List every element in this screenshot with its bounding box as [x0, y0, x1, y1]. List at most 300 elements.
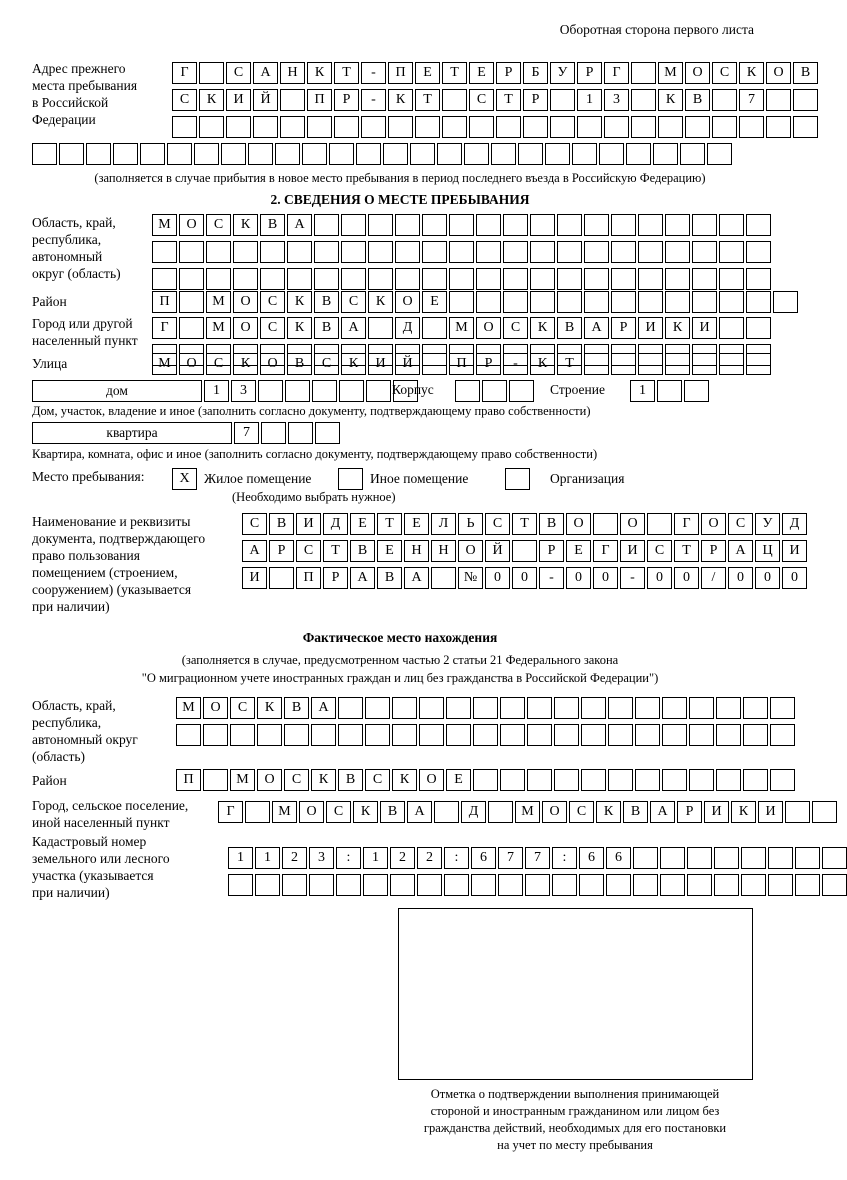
form-cell[interactable]: Г: [172, 62, 197, 84]
form-cell[interactable]: П: [152, 291, 177, 313]
form-cell[interactable]: [746, 317, 771, 339]
form-cell[interactable]: [339, 380, 364, 402]
form-cell[interactable]: [307, 116, 332, 138]
form-cell[interactable]: [314, 214, 339, 236]
form-cell[interactable]: [665, 291, 690, 313]
form-cell[interactable]: И: [226, 89, 251, 111]
form-cell[interactable]: К: [353, 801, 378, 823]
form-cell[interactable]: А: [407, 801, 432, 823]
form-cell[interactable]: [712, 116, 737, 138]
form-cell[interactable]: О: [476, 317, 501, 339]
form-cell[interactable]: [692, 268, 717, 290]
form-cell[interactable]: [611, 353, 636, 375]
form-cell[interactable]: С: [326, 801, 351, 823]
form-cell[interactable]: К: [341, 353, 366, 375]
form-cell[interactable]: В: [539, 513, 564, 535]
prev-address-row-4[interactable]: [32, 143, 732, 165]
form-cell[interactable]: [743, 724, 768, 746]
form-cell[interactable]: К: [257, 697, 282, 719]
form-cell[interactable]: [707, 143, 732, 165]
form-cell[interactable]: Ь: [458, 513, 483, 535]
form-cell[interactable]: М: [272, 801, 297, 823]
form-cell[interactable]: А: [404, 567, 429, 589]
form-cell[interactable]: №: [458, 567, 483, 589]
form-cell[interactable]: -: [361, 89, 386, 111]
form-cell[interactable]: 7: [234, 422, 259, 444]
region-row-3[interactable]: [152, 268, 771, 290]
form-cell[interactable]: [687, 874, 712, 896]
form-cell[interactable]: [395, 268, 420, 290]
form-cell[interactable]: [59, 143, 84, 165]
form-cell[interactable]: Г: [604, 62, 629, 84]
form-cell[interactable]: О: [203, 697, 228, 719]
form-cell[interactable]: [633, 847, 658, 869]
form-cell[interactable]: [302, 143, 327, 165]
form-cell[interactable]: [719, 241, 744, 263]
form-cell[interactable]: [395, 214, 420, 236]
form-cell[interactable]: 3: [309, 847, 334, 869]
form-cell[interactable]: О: [257, 769, 282, 791]
form-cell[interactable]: [444, 874, 469, 896]
form-cell[interactable]: [361, 116, 386, 138]
form-cell[interactable]: 1: [577, 89, 602, 111]
form-cell[interactable]: [32, 143, 57, 165]
form-cell[interactable]: К: [311, 769, 336, 791]
form-cell[interactable]: [315, 422, 340, 444]
form-cell[interactable]: -: [503, 353, 528, 375]
form-cell[interactable]: [392, 724, 417, 746]
form-cell[interactable]: Р: [523, 89, 548, 111]
form-cell[interactable]: [530, 268, 555, 290]
form-cell[interactable]: [662, 724, 687, 746]
form-cell[interactable]: [557, 291, 582, 313]
form-cell[interactable]: :: [336, 847, 361, 869]
form-cell[interactable]: [329, 143, 354, 165]
form-cell[interactable]: [550, 116, 575, 138]
form-cell[interactable]: [491, 143, 516, 165]
form-cell[interactable]: [770, 724, 795, 746]
form-cell[interactable]: [716, 697, 741, 719]
form-cell[interactable]: Б: [523, 62, 548, 84]
form-cell[interactable]: [261, 422, 286, 444]
form-cell[interactable]: [525, 874, 550, 896]
form-cell[interactable]: М: [206, 317, 231, 339]
form-cell[interactable]: М: [206, 291, 231, 313]
form-cell[interactable]: [608, 769, 633, 791]
form-cell[interactable]: [527, 724, 552, 746]
form-cell[interactable]: [638, 353, 663, 375]
form-cell[interactable]: [446, 697, 471, 719]
form-cell[interactable]: [665, 353, 690, 375]
form-cell[interactable]: [768, 847, 793, 869]
form-cell[interactable]: [743, 697, 768, 719]
form-cell[interactable]: Г: [218, 801, 243, 823]
form-cell[interactable]: [552, 874, 577, 896]
form-cell[interactable]: [770, 769, 795, 791]
form-cell[interactable]: М: [449, 317, 474, 339]
stamp-box[interactable]: [398, 908, 753, 1080]
form-cell[interactable]: К: [287, 317, 312, 339]
form-cell[interactable]: [638, 268, 663, 290]
form-cell[interactable]: [476, 291, 501, 313]
form-cell[interactable]: [473, 724, 498, 746]
form-cell[interactable]: [442, 89, 467, 111]
form-cell[interactable]: К: [287, 291, 312, 313]
form-cell[interactable]: [793, 116, 818, 138]
form-cell[interactable]: Т: [323, 540, 348, 562]
form-cell[interactable]: [746, 214, 771, 236]
form-cell[interactable]: [773, 291, 798, 313]
form-cell[interactable]: К: [368, 291, 393, 313]
form-cell[interactable]: [822, 874, 847, 896]
form-cell[interactable]: Д: [461, 801, 486, 823]
form-cell[interactable]: [167, 143, 192, 165]
form-cell[interactable]: 0: [647, 567, 672, 589]
form-cell[interactable]: [437, 143, 462, 165]
form-cell[interactable]: В: [793, 62, 818, 84]
form-cell[interactable]: [368, 317, 393, 339]
form-cell[interactable]: [719, 317, 744, 339]
form-cell[interactable]: [635, 697, 660, 719]
form-cell[interactable]: О: [458, 540, 483, 562]
form-cell[interactable]: 0: [674, 567, 699, 589]
form-cell[interactable]: [647, 513, 672, 535]
form-cell[interactable]: С: [365, 769, 390, 791]
form-cell[interactable]: [584, 241, 609, 263]
form-cell[interactable]: [719, 268, 744, 290]
form-cell[interactable]: [512, 540, 537, 562]
form-cell[interactable]: [288, 422, 313, 444]
form-cell[interactable]: Г: [152, 317, 177, 339]
document-row-2[interactable]: [242, 540, 807, 562]
form-cell[interactable]: [285, 380, 310, 402]
form-cell[interactable]: [206, 241, 231, 263]
form-cell[interactable]: [275, 143, 300, 165]
form-cell[interactable]: [545, 143, 570, 165]
actual-region-row-2[interactable]: [176, 724, 795, 746]
form-cell[interactable]: [593, 513, 618, 535]
form-cell[interactable]: -: [361, 62, 386, 84]
form-cell[interactable]: Д: [782, 513, 807, 535]
form-cell[interactable]: 6: [471, 847, 496, 869]
form-cell[interactable]: [442, 116, 467, 138]
form-cell[interactable]: И: [692, 317, 717, 339]
form-cell[interactable]: [611, 268, 636, 290]
form-cell[interactable]: [766, 116, 791, 138]
form-cell[interactable]: В: [314, 317, 339, 339]
form-cell[interactable]: [176, 724, 201, 746]
form-cell[interactable]: В: [260, 214, 285, 236]
form-cell[interactable]: О: [233, 317, 258, 339]
form-cell[interactable]: И: [620, 540, 645, 562]
form-cell[interactable]: Е: [350, 513, 375, 535]
prev-address-row-3[interactable]: [172, 116, 818, 138]
form-cell[interactable]: Т: [442, 62, 467, 84]
form-cell[interactable]: [449, 291, 474, 313]
form-cell[interactable]: [417, 874, 442, 896]
form-cell[interactable]: [419, 724, 444, 746]
form-cell[interactable]: [255, 874, 280, 896]
form-cell[interactable]: А: [287, 214, 312, 236]
form-cell[interactable]: [500, 724, 525, 746]
form-cell[interactable]: С: [469, 89, 494, 111]
actual-city-row[interactable]: [218, 801, 837, 823]
form-cell[interactable]: [550, 89, 575, 111]
form-cell[interactable]: [611, 291, 636, 313]
form-cell[interactable]: [287, 268, 312, 290]
form-cell[interactable]: О: [395, 291, 420, 313]
form-cell[interactable]: [503, 268, 528, 290]
form-cell[interactable]: Е: [446, 769, 471, 791]
form-cell[interactable]: [719, 291, 744, 313]
form-cell[interactable]: А: [650, 801, 675, 823]
form-cell[interactable]: [812, 801, 837, 823]
form-cell[interactable]: [455, 380, 480, 402]
form-cell[interactable]: Т: [334, 62, 359, 84]
place-type-option-3-checkbox[interactable]: [505, 468, 530, 490]
form-cell[interactable]: [746, 353, 771, 375]
form-cell[interactable]: [311, 724, 336, 746]
form-cell[interactable]: В: [314, 291, 339, 313]
form-cell[interactable]: [338, 724, 363, 746]
form-cell[interactable]: Р: [496, 62, 521, 84]
form-cell[interactable]: О: [179, 214, 204, 236]
form-cell[interactable]: [768, 874, 793, 896]
prev-address-row-1[interactable]: [172, 62, 818, 84]
form-cell[interactable]: [496, 116, 521, 138]
form-cell[interactable]: Е: [469, 62, 494, 84]
form-cell[interactable]: Г: [674, 513, 699, 535]
form-cell[interactable]: [140, 143, 165, 165]
form-cell[interactable]: [368, 241, 393, 263]
form-cell[interactable]: Д: [323, 513, 348, 535]
form-cell[interactable]: [685, 116, 710, 138]
form-cell[interactable]: [503, 241, 528, 263]
form-cell[interactable]: С: [230, 697, 255, 719]
form-cell[interactable]: [410, 143, 435, 165]
form-cell[interactable]: [422, 353, 447, 375]
form-cell[interactable]: [503, 291, 528, 313]
form-cell[interactable]: В: [338, 769, 363, 791]
form-cell[interactable]: :: [552, 847, 577, 869]
form-cell[interactable]: [366, 380, 391, 402]
form-cell[interactable]: [179, 268, 204, 290]
form-cell[interactable]: [422, 317, 447, 339]
form-cell[interactable]: [523, 116, 548, 138]
form-cell[interactable]: В: [380, 801, 405, 823]
form-cell[interactable]: [194, 143, 219, 165]
form-cell[interactable]: О: [299, 801, 324, 823]
form-cell[interactable]: [365, 724, 390, 746]
form-cell[interactable]: Л: [431, 513, 456, 535]
form-cell[interactable]: [473, 769, 498, 791]
form-cell[interactable]: [746, 291, 771, 313]
form-cell[interactable]: [554, 724, 579, 746]
form-cell[interactable]: Е: [404, 513, 429, 535]
form-cell[interactable]: С: [712, 62, 737, 84]
form-cell[interactable]: 2: [390, 847, 415, 869]
form-cell[interactable]: [657, 380, 682, 402]
form-cell[interactable]: [419, 697, 444, 719]
form-cell[interactable]: К: [731, 801, 756, 823]
place-type-option-1-checkbox[interactable]: Х: [172, 468, 197, 490]
form-cell[interactable]: [199, 62, 224, 84]
form-cell[interactable]: [422, 241, 447, 263]
form-cell[interactable]: [509, 380, 534, 402]
form-cell[interactable]: [395, 241, 420, 263]
form-cell[interactable]: [253, 116, 278, 138]
form-cell[interactable]: [557, 214, 582, 236]
form-cell[interactable]: [611, 214, 636, 236]
form-cell[interactable]: В: [284, 697, 309, 719]
form-cell[interactable]: [221, 143, 246, 165]
form-cell[interactable]: [86, 143, 111, 165]
form-cell[interactable]: [356, 143, 381, 165]
form-cell[interactable]: 2: [417, 847, 442, 869]
form-cell[interactable]: [665, 241, 690, 263]
form-cell[interactable]: 1: [363, 847, 388, 869]
form-cell[interactable]: П: [176, 769, 201, 791]
form-cell[interactable]: [793, 89, 818, 111]
form-cell[interactable]: М: [658, 62, 683, 84]
form-cell[interactable]: [179, 291, 204, 313]
form-cell[interactable]: К: [596, 801, 621, 823]
form-cell[interactable]: А: [350, 567, 375, 589]
form-cell[interactable]: [338, 697, 363, 719]
form-cell[interactable]: [469, 116, 494, 138]
form-cell[interactable]: Р: [323, 567, 348, 589]
form-cell[interactable]: [746, 241, 771, 263]
form-cell[interactable]: Т: [674, 540, 699, 562]
form-cell[interactable]: [228, 874, 253, 896]
form-cell[interactable]: [584, 291, 609, 313]
form-cell[interactable]: Н: [280, 62, 305, 84]
form-cell[interactable]: [518, 143, 543, 165]
cadastral-row-1[interactable]: [228, 847, 847, 869]
form-cell[interactable]: М: [152, 214, 177, 236]
form-cell[interactable]: [199, 116, 224, 138]
form-cell[interactable]: [577, 116, 602, 138]
form-cell[interactable]: [581, 724, 606, 746]
form-cell[interactable]: 3: [604, 89, 629, 111]
flat-cells[interactable]: [234, 422, 340, 444]
form-cell[interactable]: [719, 214, 744, 236]
form-cell[interactable]: С: [314, 353, 339, 375]
form-cell[interactable]: 1: [228, 847, 253, 869]
form-cell[interactable]: Р: [577, 62, 602, 84]
form-cell[interactable]: [471, 874, 496, 896]
form-cell[interactable]: [712, 89, 737, 111]
form-cell[interactable]: [581, 769, 606, 791]
form-cell[interactable]: [233, 268, 258, 290]
form-cell[interactable]: [692, 214, 717, 236]
form-cell[interactable]: [383, 143, 408, 165]
form-cell[interactable]: [245, 801, 270, 823]
form-cell[interactable]: Р: [611, 317, 636, 339]
form-cell[interactable]: [608, 724, 633, 746]
form-cell[interactable]: К: [233, 353, 258, 375]
form-cell[interactable]: К: [530, 317, 555, 339]
form-cell[interactable]: И: [368, 353, 393, 375]
form-cell[interactable]: 6: [579, 847, 604, 869]
form-cell[interactable]: [206, 268, 231, 290]
form-cell[interactable]: С: [226, 62, 251, 84]
form-cell[interactable]: 0: [512, 567, 537, 589]
form-cell[interactable]: [584, 214, 609, 236]
form-cell[interactable]: [554, 769, 579, 791]
form-cell[interactable]: [260, 241, 285, 263]
form-cell[interactable]: [336, 874, 361, 896]
form-cell[interactable]: С: [284, 769, 309, 791]
form-cell[interactable]: [680, 143, 705, 165]
form-cell[interactable]: [179, 317, 204, 339]
form-cell[interactable]: [527, 769, 552, 791]
form-cell[interactable]: [476, 268, 501, 290]
form-cell[interactable]: [608, 697, 633, 719]
form-cell[interactable]: В: [350, 540, 375, 562]
form-cell[interactable]: Р: [539, 540, 564, 562]
form-cell[interactable]: М: [230, 769, 255, 791]
form-cell[interactable]: Т: [512, 513, 537, 535]
form-cell[interactable]: [226, 116, 251, 138]
form-cell[interactable]: 7: [525, 847, 550, 869]
form-cell[interactable]: [635, 769, 660, 791]
form-cell[interactable]: -: [620, 567, 645, 589]
form-cell[interactable]: [631, 116, 656, 138]
form-cell[interactable]: [365, 697, 390, 719]
place-type-option-2-checkbox[interactable]: [338, 468, 363, 490]
form-cell[interactable]: 7: [739, 89, 764, 111]
form-cell[interactable]: К: [658, 89, 683, 111]
form-cell[interactable]: Й: [485, 540, 510, 562]
form-cell[interactable]: [581, 697, 606, 719]
form-cell[interactable]: [422, 268, 447, 290]
form-cell[interactable]: О: [766, 62, 791, 84]
form-cell[interactable]: [334, 116, 359, 138]
form-cell[interactable]: С: [647, 540, 672, 562]
form-cell[interactable]: [476, 241, 501, 263]
form-cell[interactable]: Т: [415, 89, 440, 111]
form-cell[interactable]: П: [307, 89, 332, 111]
form-cell[interactable]: 1: [204, 380, 229, 402]
region-row-1[interactable]: [152, 214, 771, 236]
form-cell[interactable]: Г: [593, 540, 618, 562]
form-cell[interactable]: [172, 116, 197, 138]
form-cell[interactable]: К: [307, 62, 332, 84]
form-cell[interactable]: [638, 241, 663, 263]
form-cell[interactable]: Н: [404, 540, 429, 562]
form-cell[interactable]: П: [388, 62, 413, 84]
form-cell[interactable]: К: [392, 769, 417, 791]
form-cell[interactable]: [280, 116, 305, 138]
form-cell[interactable]: 7: [498, 847, 523, 869]
form-cell[interactable]: И: [638, 317, 663, 339]
form-cell[interactable]: А: [253, 62, 278, 84]
form-cell[interactable]: [269, 567, 294, 589]
form-cell[interactable]: [530, 214, 555, 236]
form-cell[interactable]: [746, 268, 771, 290]
form-cell[interactable]: С: [206, 214, 231, 236]
form-cell[interactable]: К: [739, 62, 764, 84]
form-cell[interactable]: П: [296, 567, 321, 589]
form-cell[interactable]: [660, 874, 685, 896]
form-cell[interactable]: А: [728, 540, 753, 562]
form-cell[interactable]: [584, 268, 609, 290]
form-cell[interactable]: П: [449, 353, 474, 375]
form-cell[interactable]: [684, 380, 709, 402]
stroenie-cells[interactable]: [630, 380, 709, 402]
form-cell[interactable]: [665, 214, 690, 236]
